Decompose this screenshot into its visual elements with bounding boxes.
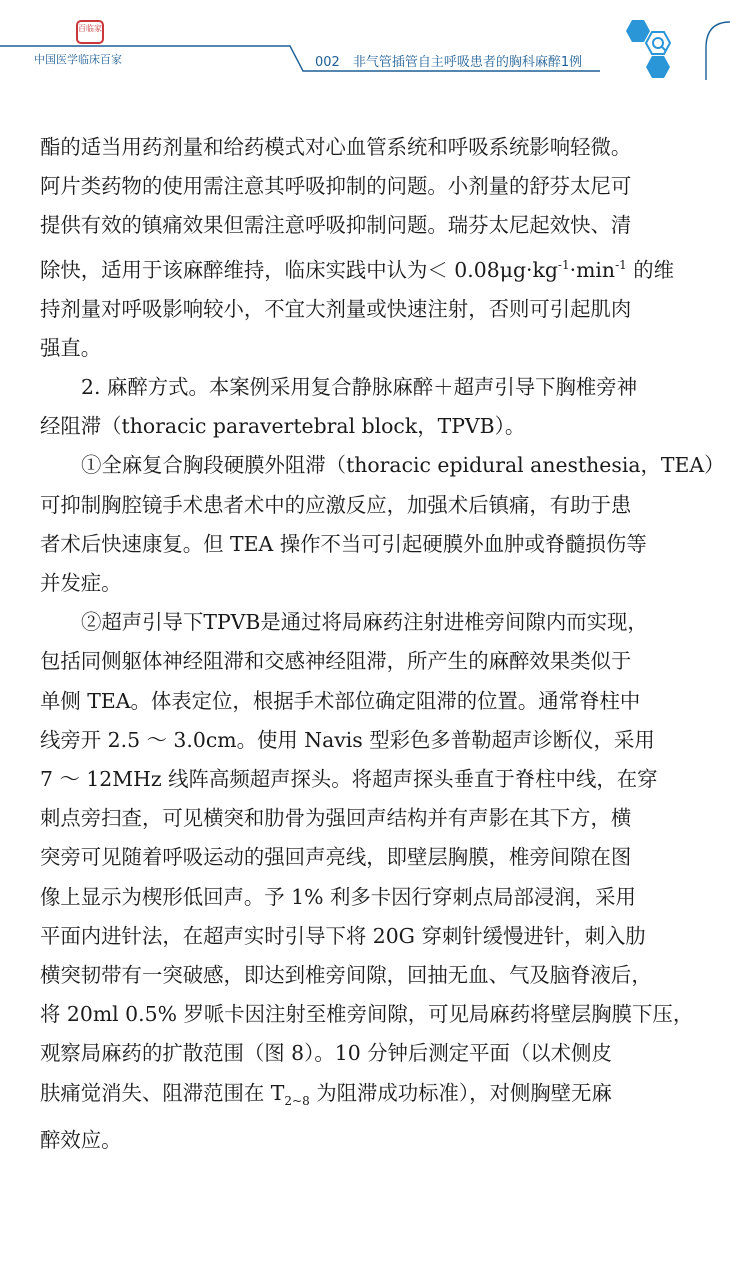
text-line: 可抑制胸腔镜手术患者术中的应激反应，加强术后镇痛，有助于患 — [40, 492, 632, 517]
body-text — [40, 128, 725, 1160]
text-line: 提供有效的镇痛效果但需注意呼吸抑制问题。瑞芬太尼起效快、清 — [40, 213, 632, 238]
brand-name: 中国医学临床百家 — [34, 53, 122, 66]
text-line: 酯的适当用药剂量和给药模式对心血管系统和呼吸系统影响轻微。 — [40, 135, 632, 159]
text-line: 单侧 TEA。体表定位，根据手术部位确定阻滞的位置。通常脊柱中 — [40, 688, 641, 713]
text-line: 经阻滞（thoracic paravertebral block，TPVB）。 — [40, 414, 526, 439]
text-line: 除快，适用于该麻醉维持，临床实践中认为＜ $0.08\mu g\cdot kg^{-1}\cdot\min^{-1}$ 的维 — [40, 257, 675, 282]
hexagon-decoration-icon — [618, 18, 678, 82]
text-line: 阿片类药物的使用需注意其呼吸抑制的问题。小剂量的舒芬太尼可 — [40, 174, 632, 199]
text-line: 2. 麻醉方式。本案例采用复合静脉麻醉＋超声引导下胸椎旁神 — [81, 375, 638, 400]
text-line: 横突韧带有一突破感，即达到椎旁间隙，回抽无血、气及脑脊液后， — [40, 963, 652, 988]
text-line: 者术后快速康复。但 TEA 操作不当可引起硬膜外血肿或脊髓损伤等 — [40, 531, 647, 556]
text-line: ①全麻复合胸段硬膜外阻滞（thoracic epidural anesthesia，TEA） — [81, 453, 725, 478]
chapter-title: 002 非气管插管自主呼吸患者的胸科麻醉1例 — [315, 55, 583, 70]
text-line: 包括同侧躯体神经阻滞和交感神经阻滞，所产生的麻醉效果类似于 — [40, 649, 632, 674]
text-line: 像上显示为楔形低回声。予 1% 利多卡因行穿刺点局部浸润，采用 — [40, 884, 636, 909]
text-line: 突旁可见随着呼吸运动的强回声亮线，即壁层胸膜，椎旁间隙在图 — [40, 845, 632, 870]
text-line: 7 ～ 12MHz 线阵高频超声探头。将超声探头垂直于脊柱中线，在穿 — [40, 767, 658, 792]
text-line: ②超声引导下TPVB是通过将局麻药注射进椎旁间隙内而实现， — [81, 610, 648, 635]
text-line: 强直。 — [40, 335, 102, 360]
text-line: 平面内进针法，在超声实时引导下将 20G 穿刺针缓慢进针，刺入肋 — [40, 923, 646, 948]
text-line: 线旁开 2.5 ～ 3.0cm。使用 Navis 型彩色多普勒超声诊断仪，采用 — [40, 727, 655, 752]
text-line: 肤痛觉消失、阻滞范围在 $T_{2\sim 8}$ 为阻滞成功标准），对侧胸壁无麻 — [40, 1080, 612, 1108]
text-line: 并发症。 — [40, 571, 122, 596]
text-line: 持剂量对呼吸影响较小，不宜大剂量或快速注射，否则可引起肌肉 — [40, 296, 632, 321]
text-line: 将 20ml 0.5% 罗哌卡因注射至椎旁间隙，可见局麻药将壁层胸膜下压， — [40, 1002, 694, 1027]
text-line: 醉效应。 — [40, 1127, 122, 1152]
brand-logo: 百临家 — [76, 20, 104, 44]
text-line: 观察局麻药的扩散范围（图 8）。10 分钟后测定平面（以术侧皮 — [40, 1041, 612, 1066]
text-line: 刺点旁扫查，可见横突和肋骨为强回声结构并有声影在其下方，横 — [40, 806, 632, 831]
page-header — [0, 0, 730, 80]
